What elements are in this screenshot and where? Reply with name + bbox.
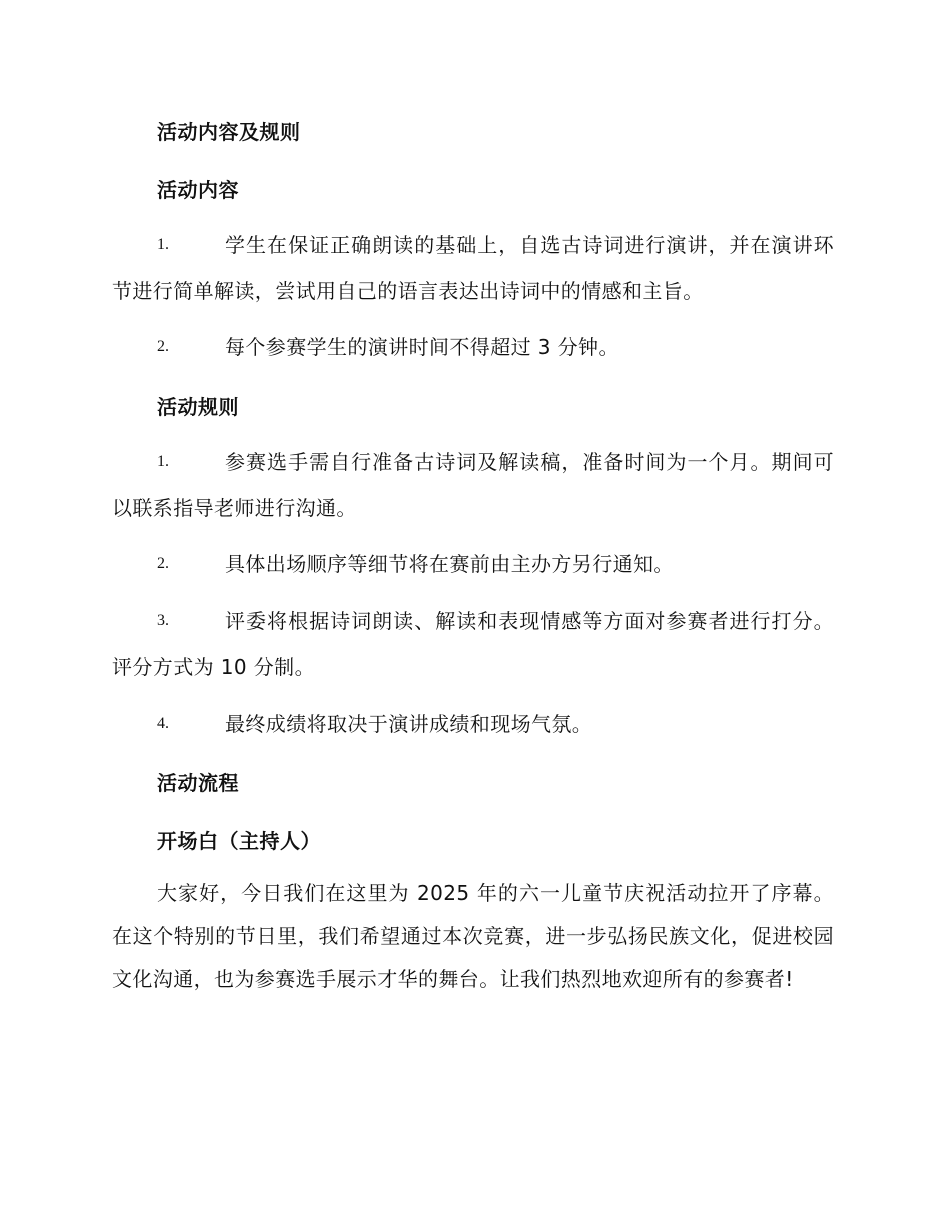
section-heading-content-rules: 活动内容及规则: [157, 120, 301, 144]
list-item-text: 最终成绩将取决于演讲成绩和现场气氛。: [225, 712, 593, 736]
subheading-activity-process: 活动流程: [157, 771, 239, 795]
list-item-text: 具体出场顺序等细节将在赛前由主办方另行通知。: [225, 552, 674, 576]
subheading-activity-rules: 活动规则: [157, 395, 239, 419]
list-number: 2.: [157, 555, 169, 572]
list-item-text: 学生在保证正确朗读的基础上，自选古诗词进行演讲，并在演讲环节进行简单解读，尝试用自己的语言表达出诗词中的情感和主旨。: [112, 233, 834, 303]
list-item-text: 每个参赛学生的演讲时间不得超过 3 分钟。: [225, 335, 619, 359]
rule-item-4: [112, 701, 834, 747]
list-number: 1.: [157, 453, 169, 470]
subheading-opening-remarks: 开场白（主持人）: [157, 829, 321, 853]
list-item-text: 参赛选手需自行准备古诗词及解读稿，准备时间为一个月。期间可以联系指导老师进行沟通。: [112, 450, 834, 520]
list-item-text: 评委将根据诗词朗读、解读和表现情感等方面对参赛者进行打分。评分方式为 10 分制。: [112, 609, 834, 679]
list-number: 3.: [157, 612, 169, 629]
list-number: 4.: [157, 715, 169, 732]
content-item-1: [112, 222, 834, 314]
rule-item-1: [112, 439, 834, 531]
content-item-2: [112, 324, 834, 370]
list-number: 2.: [157, 338, 169, 355]
rule-item-2: [112, 541, 834, 587]
subheading-activity-content: 活动内容: [157, 178, 239, 202]
list-number: 1.: [157, 236, 169, 253]
opening-paragraph: 大家好，今日我们在这里为 2025 年的六一儿童节庆祝活动拉开了序幕。在这个特别的节日里，我们希望通过本次竞赛，进一步弘扬民族文化，促进校园文化沟通，也为参赛选手展示才华的舞台。让我们热烈地欢迎所有的参赛者!: [112, 881, 834, 991]
rule-item-3: [112, 598, 834, 690]
